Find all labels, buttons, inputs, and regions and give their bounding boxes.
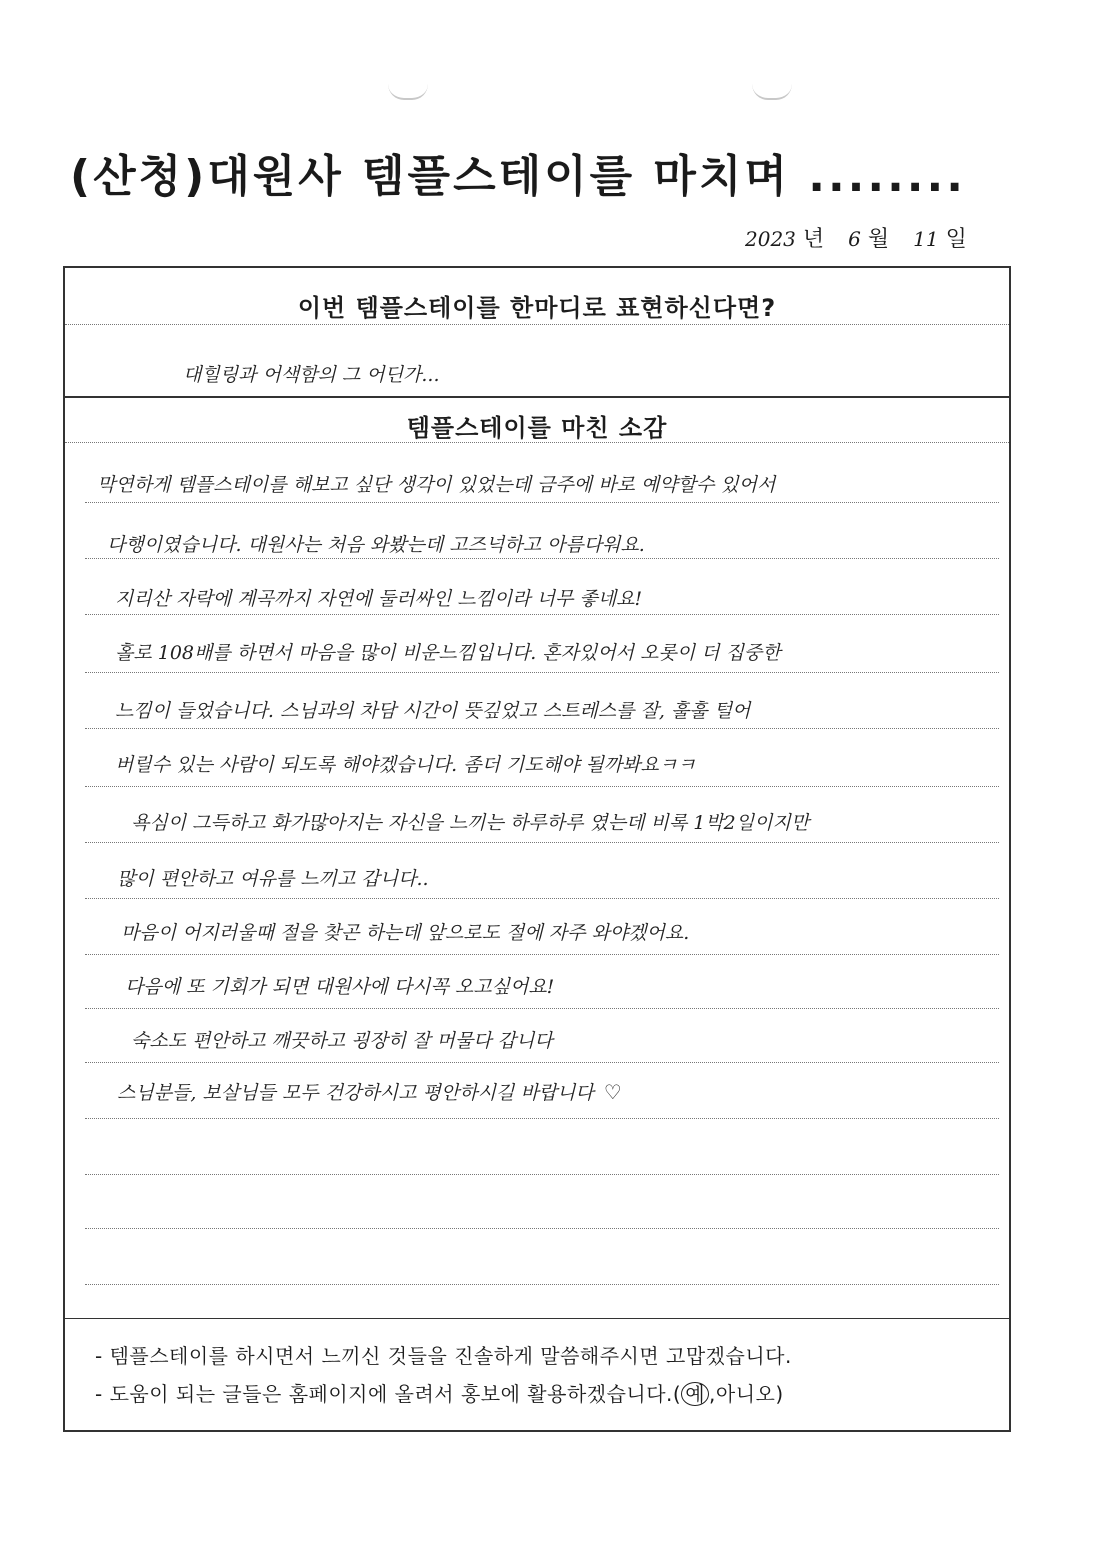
section-two-heading: 템플스테이를 마친 소감 (406, 414, 668, 442)
heart-doodle-icon: ♡ (603, 1080, 622, 1104)
ruled-line (85, 1284, 999, 1285)
reflection-line-last (117, 1078, 622, 1105)
reflection-line-text: 스님분들, 보살님들 모두 건강하시고 평안하시길 바랍니다 (117, 1082, 594, 1104)
ruled-line (85, 502, 999, 503)
ruled-line (85, 898, 999, 899)
section-two-divider (65, 442, 1009, 443)
ruled-line (85, 1008, 999, 1009)
ruled-line (85, 842, 999, 843)
date-month-label: 월 (867, 227, 890, 252)
consent-yes-option: 예 (681, 1382, 709, 1406)
date-day: 11 (913, 227, 939, 251)
footer-note-one: - 템플스테이를 하시면서 느끼신 것들을 진솔하게 말씀해주시면 고맙겠습니다. (95, 1344, 792, 1368)
section-divider (65, 396, 1009, 398)
reflection-line: 다음에 또 기회가 되면 대원사에 다시꼭 오고싶어요! (125, 976, 555, 998)
date-month: 6 (848, 227, 861, 251)
reflection-line: 많이 편안하고 여유를 느끼고 갑니다.. (117, 868, 429, 890)
footer-note-two (95, 1378, 784, 1407)
page-title: (산청)대원사 템플스테이를 마치며 ........ (70, 151, 966, 202)
ruled-line (85, 1062, 999, 1063)
reflection-line: 숙소도 편안하고 깨끗하고 굉장히 잘 머물다 갑니다 (131, 1030, 553, 1052)
reflection-line: 버릴수 있는 사람이 되도록 해야겠습니다. 좀더 기도해야 될까봐요ㅋㅋ (115, 754, 696, 776)
section-one-answer: 대힐링과 어색함의 그 어딘가... (183, 364, 440, 386)
ruled-line (85, 954, 999, 955)
footer-note-two-prefix: - 도움이 되는 글들은 홈페이지에 올려서 홍보에 활용하겠습니다.( (95, 1382, 682, 1406)
reflection-line: 막연하게 템플스테이를 해보고 싶단 생각이 있었는데 금주에 바로 예약할수 있어서 (97, 474, 776, 496)
section-one-heading: 이번 템플스테이를 한마디로 표현하신다면? (297, 294, 777, 322)
reflection-line: 마음이 어지러울때 절을 찾곤 하는데 앞으로도 절에 자주 와야겠어요. (121, 922, 690, 944)
survey-form (63, 266, 1011, 1432)
reflection-line: 느낌이 들었습니다. 스님과의 차담 시간이 뜻깊었고 스트레스를 잘, 훌훌 털어 (115, 700, 751, 722)
date-day-label: 일 (945, 227, 967, 252)
reflection-line: 다행이였습니다. 대원사는 처음 와봤는데 고즈넉하고 아름다워요. (107, 534, 645, 556)
reflection-line: 홀로 108배를 하면서 마음을 많이 비운느낌입니다. 혼자있어서 오롯이 더 집중한 (115, 642, 781, 664)
ruled-line (85, 672, 999, 673)
footer-divider (65, 1318, 1009, 1319)
punch-mark-left (388, 84, 428, 100)
ruled-line (85, 1174, 999, 1175)
date-year: 2023 (745, 227, 796, 251)
ruled-line (85, 1118, 999, 1119)
punch-mark-right (752, 84, 792, 100)
ruled-line (85, 728, 999, 729)
ruled-line (85, 786, 999, 787)
ruled-line (85, 614, 999, 615)
date-line (745, 222, 967, 253)
footer-note-two-suffix: ,아니오) (709, 1382, 784, 1406)
ruled-line (85, 1228, 999, 1229)
reflection-line: 욕심이 그득하고 화가많아지는 자신을 느끼는 하루하루 였는데 비록 1박2일이지만 (131, 812, 810, 834)
reflection-line: 지리산 자락에 계곡까지 자연에 둘러싸인 느낌이라 너무 좋네요! (115, 588, 643, 610)
ruled-line (85, 558, 999, 559)
date-year-label: 년 (802, 227, 825, 252)
section-one-divider (65, 324, 1009, 325)
